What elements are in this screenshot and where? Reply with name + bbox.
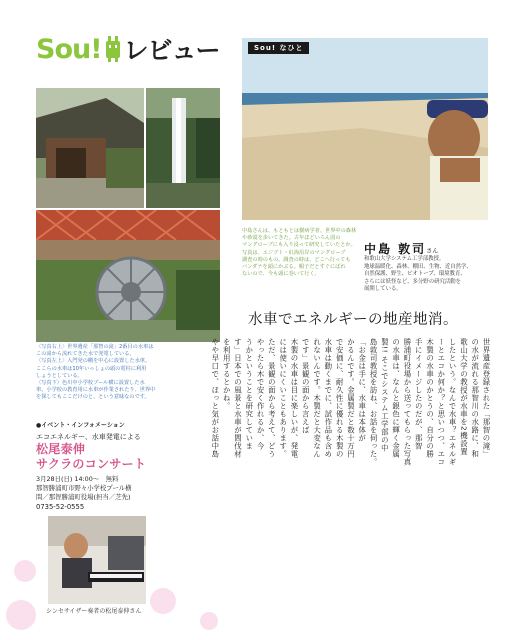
article-column: の水車は、なんと銀色に輝く金属 [391,338,401,458]
article-column: す」日本での風景と水車が間伐材 [233,338,243,458]
article-column: ただ、景観の面から考えて、どう [267,338,277,458]
waterfall-photo [146,88,220,208]
photos-caption: 〈写真右上〉世界遺産「那智の滝」2番目の水車は この滝から流れてきた水で発電している。 〈写真左上〉入門発の棚を中心に設置した水車。 ここらの水車は10年いっしょの頭の電柱に利用 しょうとしている。 〈写真下〉色川中小学校プール横に設置した水 車。小学校の教育用に水車が作業されたり、世界中 を探してもここだけのと、という意味なのです。 [36,344,156,401]
mascot-icon [105,36,121,62]
article-column: やや早口で、ほっと気がお話中島 [210,338,220,458]
cherry-blossom-decoration [6,600,36,630]
article-column: 島敦司教授を訪ね、お話を伺った。 [369,338,379,466]
section-logo [36,34,220,64]
article-column: の水が流れる那智川の水路に、和 [470,338,480,458]
article-column: 水車は動くまでに、試作品も含め [323,338,333,458]
article-column: です」景観の面から言えば [301,338,311,434]
article-column: やったら木で安く作れるか、今 [256,338,266,450]
logo-review-text: レビュー [123,36,220,65]
event-venue: 那智勝浦町市野々小学校プール横 [36,484,132,492]
event-title-concert: サクラのコンサート [36,457,147,471]
article-column: 「お金は手に、水車は本体が [357,338,367,442]
performer-caption: シンセサイザー奏者の松尾泰伸さん [46,608,142,615]
professor-name [364,240,438,257]
event-title-name: 松尾泰伸 [36,442,86,456]
feature-tag: Sou! なひと [248,42,309,54]
event-tel: 0735-52-0555 [36,503,85,511]
article-body [204,338,492,620]
portrait-photo-caption: 中島さんは、もともとは樹病学者。世界中の森林や砂漠を歩いてきた。古年ほどいろん国の マングローブにも入り浸って研究していたとか。 写真は、エジプト・紅海沿岸のマングローブ 調査の時のもの。調査の時は、どこへ行っても バンダナを頭にかぶる。帽子だとすぐにばれ ないので、今も頭に巻いて行く。 [242,228,357,278]
article-column: 木製の水車は目に楽しいが、発電 [289,338,299,458]
professor-portrait-photo [242,38,488,220]
event-heading: ●イベント・インフォメーション [36,422,125,429]
performer-photo [48,516,146,604]
article-column: したという。なんで水車？エネルギ [448,338,458,466]
event-date: 3月28日(日) 14:00〜 無料 [36,475,119,483]
cherry-blossom-decoration [14,560,36,582]
article-column: うかということを研究していま [244,338,254,450]
article-column: ーとエコか何か？と思いつつ、エコ [436,338,446,466]
village-house-photo [36,88,144,208]
article-headline: 水車でエネルギーの地産地消。 [248,312,458,328]
article-column: を利用するとかね。 [222,338,232,410]
event-contact: 問／那智勝浦町役場(担当／芝先) [36,493,131,501]
article-column: れないんです。木製だと大変なん [312,338,322,458]
article-column: 勝浦町役場から送ってもらった写真 [402,338,412,466]
cherry-blossom-decoration [150,588,176,614]
logo-sou-text: Sou! [36,33,102,65]
article-column: で安価に、耐久性に優れる木製の [335,338,345,458]
article-column: 木製の水車のかとうの、自分の勝 [425,338,435,458]
article-column: 世界遺産登録された「那智の滝」 [482,338,491,458]
professor-bio: 和歌山大学システム工学部教授。 地球温暖化、森林、棚田、生物、近自然学、 自然保護、野生、ビオトープ、環境教育、 さらには妖怪など、多分野の研究活動を 展開している。 [364,256,472,293]
water-wheel-photo [36,210,220,342]
article-column: 製!! そこでシステム工学部の中 [380,338,390,453]
professor-name-suffix: さん [426,248,439,255]
article-column: 手にイメージしたのだが、那智 [414,338,424,450]
article-column: 歌山大学の教授が水車を2機設置 [459,338,469,456]
article-column: には使いにくいこともあります。 [278,338,288,458]
article-column: かるんです。金属製だと数十万円 [346,338,356,458]
event-info [36,420,204,512]
event-subtitle: エコエネルギー、水車発電による [36,433,141,441]
professor-name-text: 中島 敦司 [364,242,427,256]
